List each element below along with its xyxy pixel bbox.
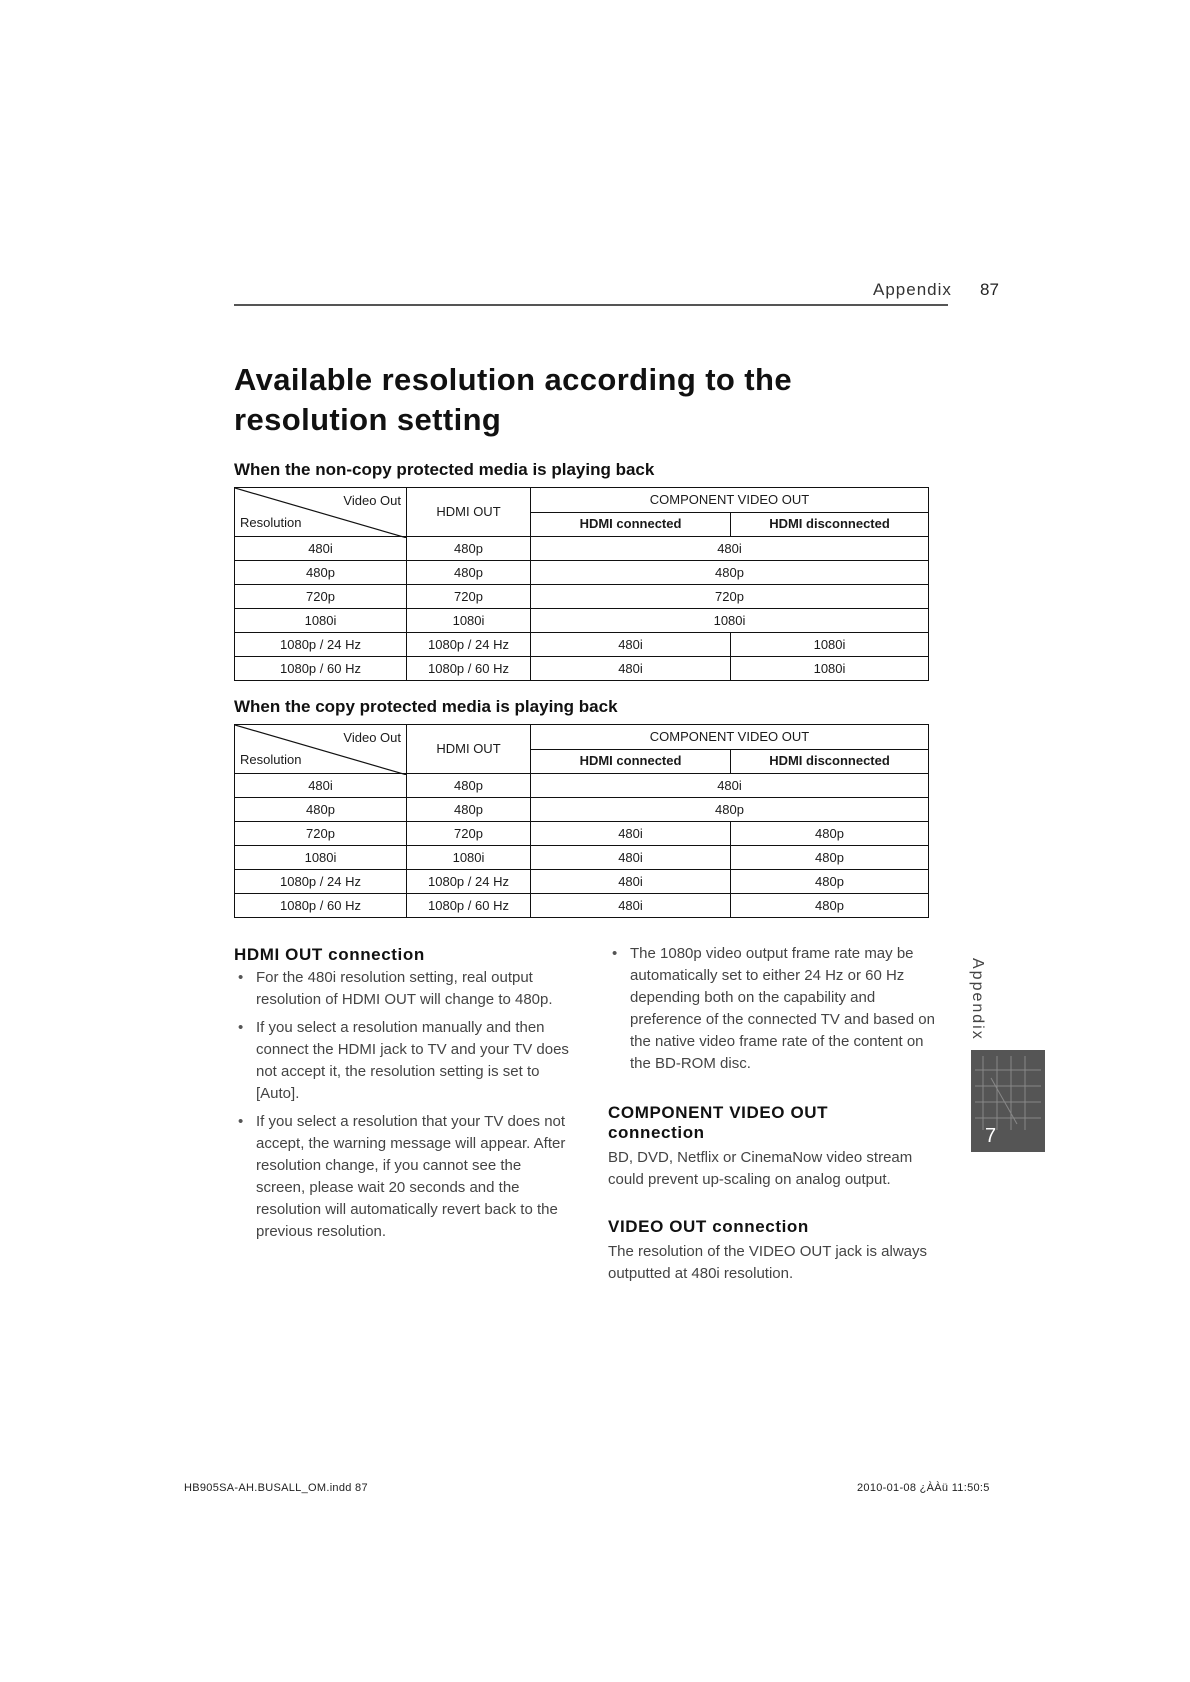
table-cell: 1080p / 60 Hz	[407, 657, 531, 681]
table-cell: 480p	[731, 846, 929, 870]
table-cell: 1080p / 24 Hz	[235, 633, 407, 657]
resolution-table-copy-protected	[234, 724, 929, 918]
table-cell: 480i	[531, 894, 731, 918]
hdmi-out-header: HDMI OUT	[407, 725, 531, 774]
table-cell: 480p	[407, 561, 531, 585]
table-row	[235, 657, 929, 681]
table-cell: 1080i	[235, 609, 407, 633]
video-out-text: The resolution of the VIDEO OUT jack is always outputted at 480i resolution.	[608, 1243, 928, 1282]
table-cell: 1080i	[531, 609, 929, 633]
table-cell: 480i	[531, 774, 929, 798]
table-cell: 480i	[531, 846, 731, 870]
table-cell: 1080p / 24 Hz	[407, 870, 531, 894]
list-item: • If you select a resolution manually and then connect the HDMI jack to TV and your TV does not accept it, the resolution setting is set to [Auto].	[234, 1017, 574, 1105]
hdmi-out-heading: HDMI OUT connection	[234, 945, 425, 964]
table-cell: 1080i	[407, 846, 531, 870]
page-title: Available resolution according to the resolution setting	[234, 362, 792, 437]
table-cell: 1080i	[235, 846, 407, 870]
table-row	[235, 537, 929, 561]
table-cell: 480i	[235, 537, 407, 561]
table2-caption: When the copy protected media is playing back	[234, 697, 618, 716]
chapter-number: 7	[985, 1125, 997, 1147]
right-column	[608, 943, 948, 1285]
table1-caption: When the non-copy protected media is playing back	[234, 460, 655, 479]
table-cell: 480p	[731, 870, 929, 894]
table-cell: 1080p / 60 Hz	[235, 657, 407, 681]
table-cell: 480i	[531, 822, 731, 846]
hdmi-out-header: HDMI OUT	[407, 488, 531, 537]
table-cell: 480p	[531, 561, 929, 585]
table2-corner-header	[235, 725, 407, 774]
hdmi-disconnected-header: HDMI disconnected	[731, 512, 929, 537]
table-row	[235, 798, 929, 822]
video-out-label: Video Out	[343, 493, 401, 508]
table-cell: 480p	[407, 798, 531, 822]
tab-grid-pattern-icon	[971, 1050, 1045, 1152]
hdmi-connected-header: HDMI connected	[531, 749, 731, 774]
table-row	[235, 609, 929, 633]
table-cell: 480i	[531, 657, 731, 681]
list-item: • For the 480i resolution setting, real output resolution of HDMI OUT will change to 480p.	[234, 967, 574, 1011]
table-cell: 720p	[407, 585, 531, 609]
table-cell: 720p	[407, 822, 531, 846]
table-cell: 480p	[531, 798, 929, 822]
table-cell: 1080p / 60 Hz	[407, 894, 531, 918]
chapter-tab	[971, 1050, 1045, 1152]
table-cell: 1080i	[731, 657, 929, 681]
running-header-section: Appendix	[873, 280, 952, 299]
resolution-label: Resolution	[240, 515, 302, 530]
hdmi-out-bullet-list	[234, 967, 574, 1243]
table-cell: 480p	[407, 537, 531, 561]
side-tab-label: Appendix	[969, 958, 986, 1041]
table-cell: 480p	[235, 798, 407, 822]
resolution-label: Resolution	[240, 752, 302, 767]
component-video-out-header: COMPONENT VIDEO OUT	[531, 488, 929, 513]
hdmi-out-section	[234, 945, 574, 1249]
table-cell: 480i	[235, 774, 407, 798]
table-row	[235, 870, 929, 894]
page-number: 87	[980, 280, 999, 299]
component-heading-line2: connection	[608, 1123, 705, 1142]
list-item: • If you select a resolution that your TV does not accept, the warning message will appear. After resolution change, if you cannot see the screen, please wait 20 seconds and the resolution will automatically revert back to the previous resolution.	[234, 1111, 574, 1243]
table-row	[235, 846, 929, 870]
hdmi-connected-header: HDMI connected	[531, 512, 731, 537]
table-cell: 480p	[235, 561, 407, 585]
table1-corner-header	[235, 488, 407, 537]
video-out-label: Video Out	[343, 730, 401, 745]
resolution-table-non-copy-protected	[234, 487, 929, 681]
table-row	[235, 774, 929, 798]
table-row	[235, 822, 929, 846]
table-cell: 720p	[531, 585, 929, 609]
table-cell: 480p	[731, 822, 929, 846]
table-cell: 1080i	[731, 633, 929, 657]
component-video-out-header: COMPONENT VIDEO OUT	[531, 725, 929, 750]
table-cell: 480i	[531, 633, 731, 657]
table-cell: 1080i	[407, 609, 531, 633]
table-cell: 720p	[235, 585, 407, 609]
table-row	[235, 561, 929, 585]
table-row	[235, 633, 929, 657]
table-cell: 1080p / 60 Hz	[235, 894, 407, 918]
table-cell: 480i	[531, 537, 929, 561]
component-heading-line1: COMPONENT VIDEO OUT	[608, 1103, 829, 1122]
table-cell: 1080p / 24 Hz	[407, 633, 531, 657]
component-video-out-text: BD, DVD, Netflix or CinemaNow video stream could prevent up-scaling on analog output.	[608, 1149, 913, 1188]
table-row	[235, 894, 929, 918]
hdmi-disconnected-header: HDMI disconnected	[731, 749, 929, 774]
footer-timestamp: 2010-01-08 ¿ÀÀü 11:50:5	[857, 1482, 990, 1494]
table-cell: 1080p / 24 Hz	[235, 870, 407, 894]
table-cell: 480p	[731, 894, 929, 918]
component-video-out-heading	[608, 1103, 948, 1143]
header-divider	[234, 304, 948, 306]
frame-rate-bullet-list	[608, 943, 948, 1075]
list-item: • The 1080p video output frame rate may be automatically set to either 24 Hz or 60 Hz depending both on the capability and preference of the connected TV and based on the native video frame rate of the content on the BD-ROM disc.	[608, 943, 948, 1075]
video-out-heading: VIDEO OUT connection	[608, 1217, 809, 1236]
table-cell: 480p	[407, 774, 531, 798]
table-cell: 480i	[531, 870, 731, 894]
footer-filename: HB905SA-AH.BUSALL_OM.indd 87	[184, 1482, 368, 1494]
table-row	[235, 585, 929, 609]
table-cell: 720p	[235, 822, 407, 846]
